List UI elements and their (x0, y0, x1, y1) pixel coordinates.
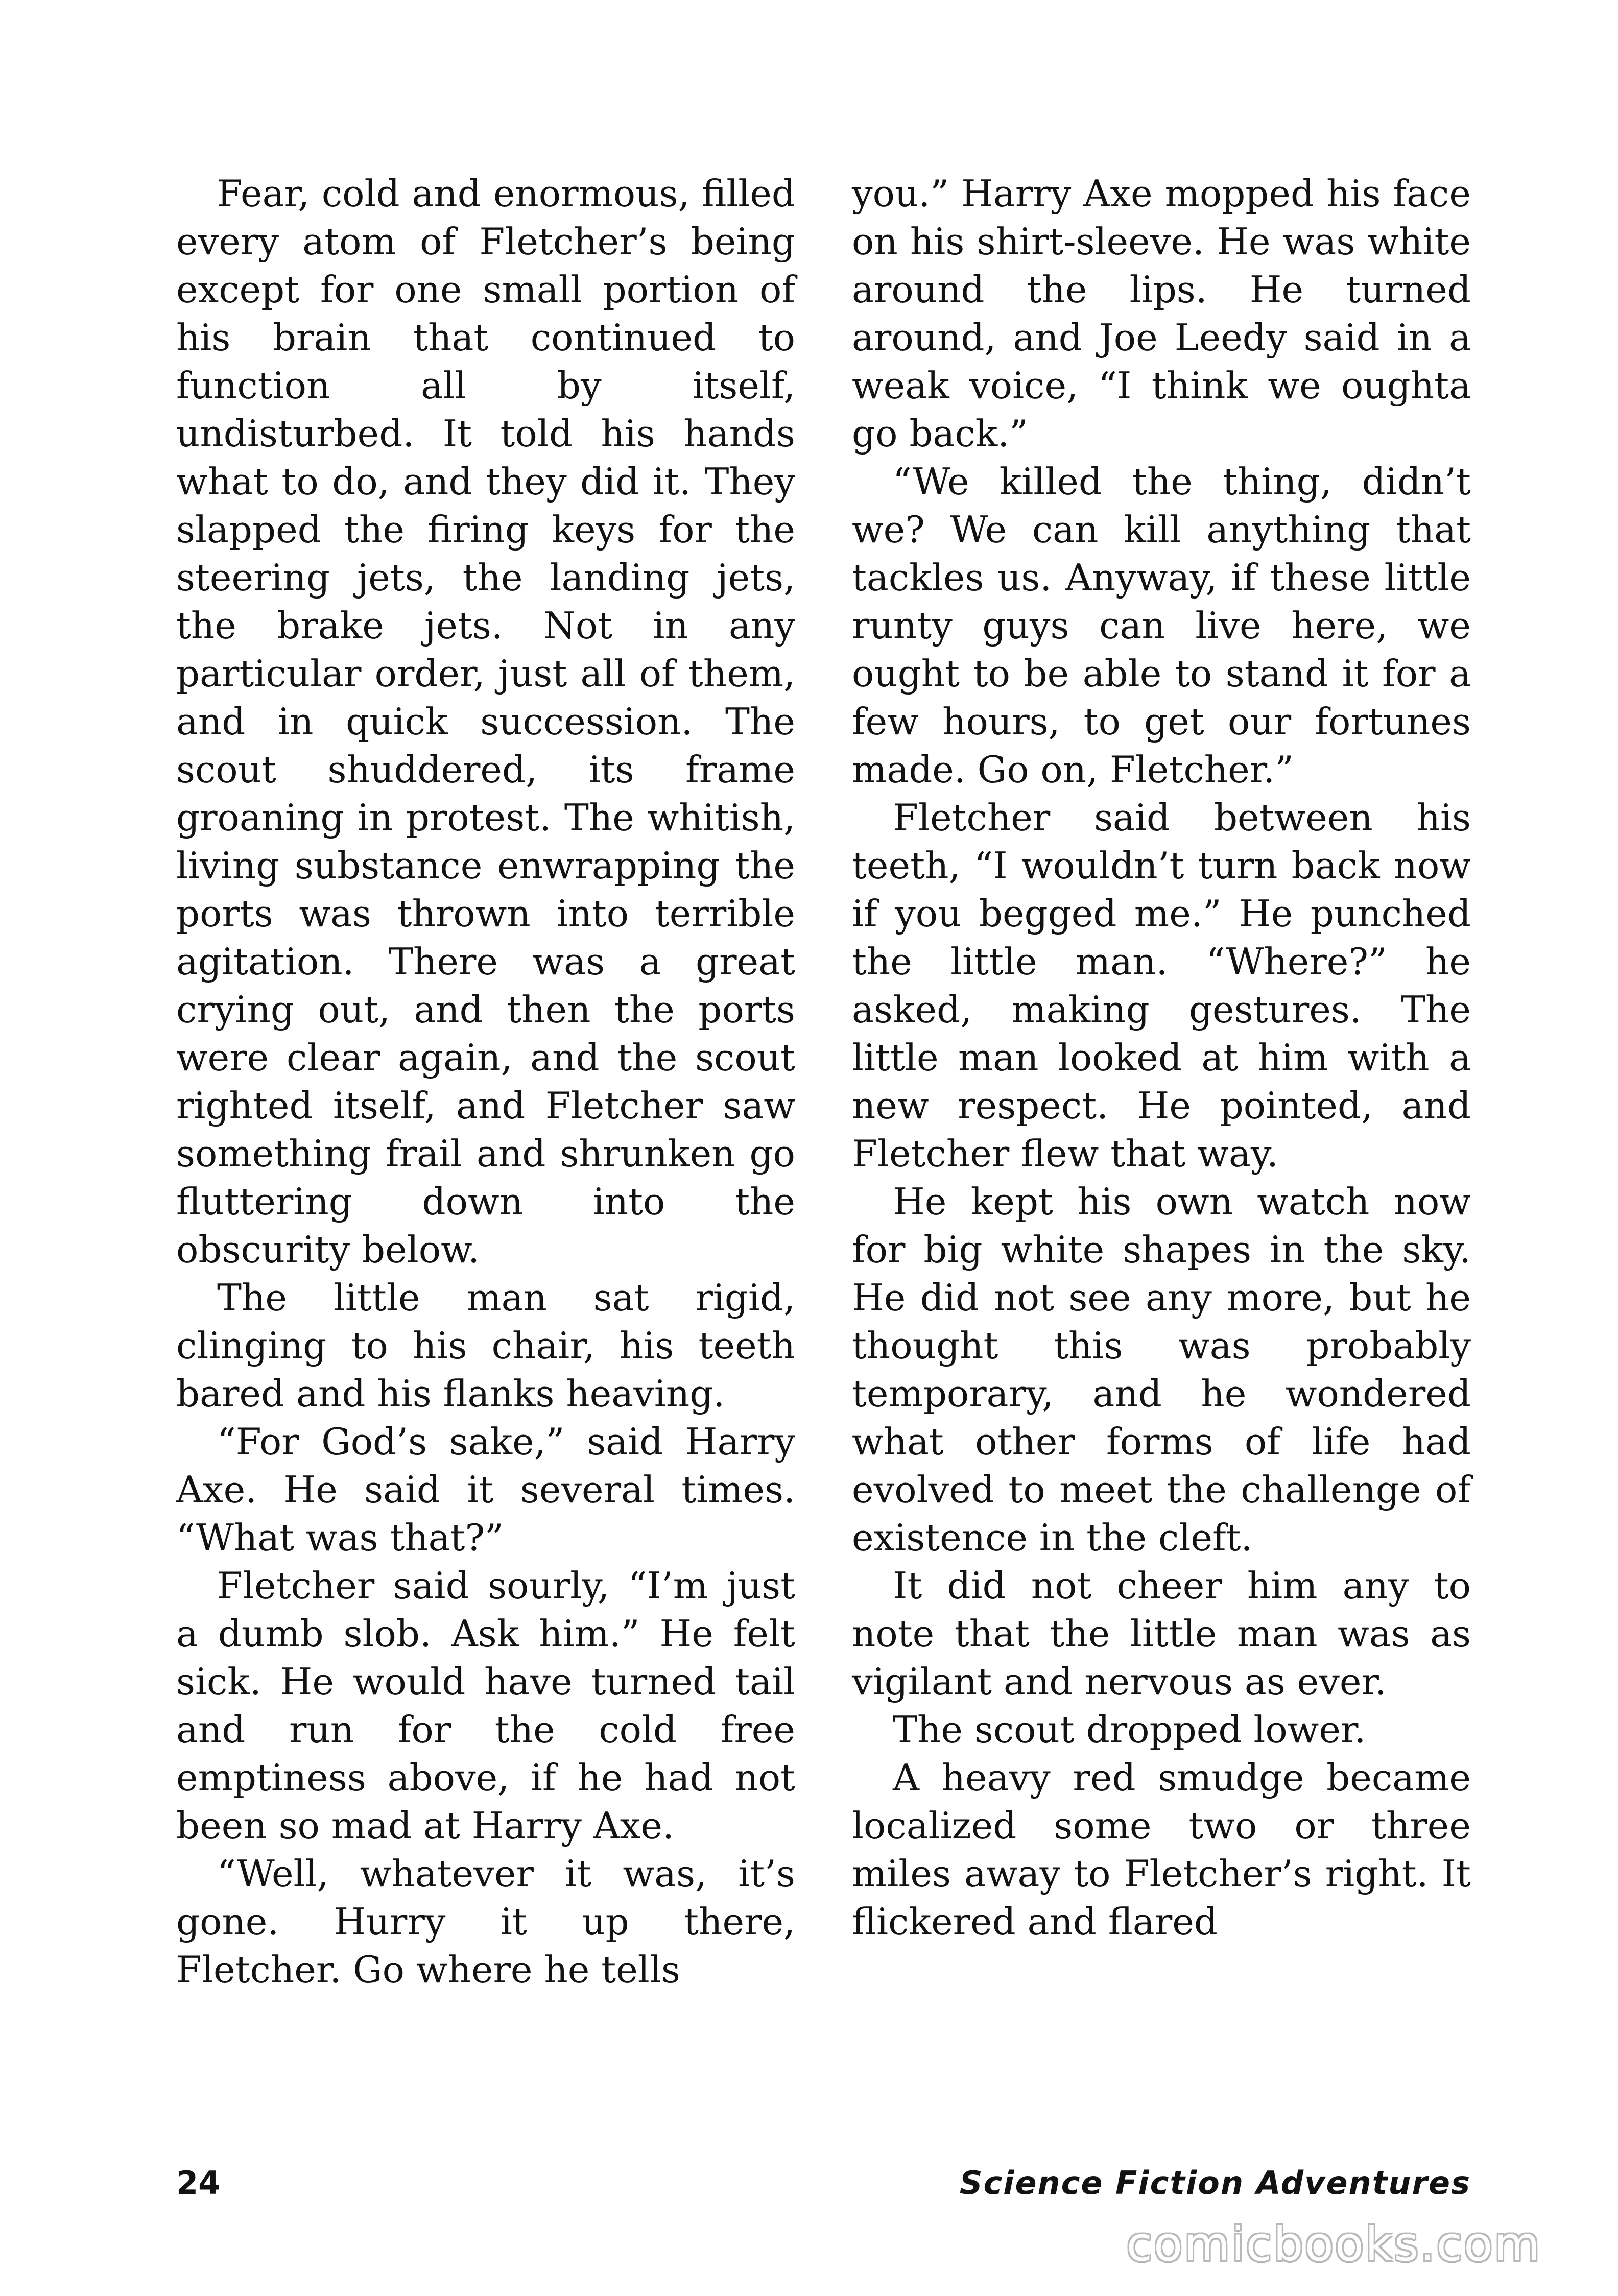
paragraph: you.” Harry Axe mopped his face on his shirt-sleeve. He was white around the lips. He turned around, and Joe Leedy said in a weak voice, “I think we oughta go back.” (852, 172, 1471, 455)
paragraph: A heavy red smudge became localized some two or three miles away to Fletcher’s right. It flickered and flared (852, 1756, 1471, 1943)
paragraph: He kept his own watch now for big white shapes in the sky. He did not see any more, but he thought this was probably temporary, and he wondered what other forms of life had evolved to meet the challenge of existence in the cleft. (852, 1180, 1471, 1559)
paragraph: “Well, whatever it was, it’s gone. Hurry it up there, Fletcher. Go where he tells (176, 1852, 795, 1991)
paragraph: Fear, cold and enormous, filled every atom of Fletcher’s being except for one small portion of his brain that continued to function all by itself, undisturbed. It told his hands what to do, and they did it. They slapped the firing keys for the steering jets, the landing jets, the brake jets. Not in any particular order, just all of them, and in quick succession. The scout shuddered, its frame groaning in protest. The whitish, living substance enwrapping the ports was thrown into terrible agitation. There was a great crying out, and then the ports were clear again, and the scout righted itself, and Fletcher saw something frail and shrunken go fluttering down into the obscurity below. (176, 172, 795, 1271)
paragraph: Fletcher said between his teeth, “I wouldn’t turn back now if you begged me.” He punched the little man. “Where?” he asked, making gestures. The little man looked at him with a new respect. He pointed, and Fletcher flew that way. (852, 796, 1471, 1175)
paragraph: The scout dropped lower. (893, 1708, 1366, 1751)
paragraph: The little man sat rigid, clinging to his chair, his teeth bared and his flanks heaving. (176, 1276, 795, 1415)
paragraph: It did not cheer him any to note that the little man was as vigilant and nervous as ever. (852, 1564, 1471, 1703)
paragraph: “We killed the thing, didn’t we? We can kill anything that tackles us. Anyway, if these little runty guys can live here, we ought to be able to stand it for a few hours, to get our fortunes made. Go on, Fletcher.” (852, 460, 1471, 791)
page-number: 24 (176, 2164, 221, 2202)
paragraph: Fletcher said sourly, “I’m just a dumb slob. Ask him.” He felt sick. He would have turned tail and run for the cold free emptiness above, if he had not been so mad at Harry Axe. (176, 1564, 795, 1847)
paragraph: “For God’s sake,” said Harry Axe. He said it several times. “What was that?” (176, 1420, 795, 1559)
running-title: Science Fiction Adventures (959, 2164, 1471, 2202)
right-text-column (852, 170, 1471, 1946)
left-text-column (176, 170, 795, 1994)
watermark: comicbooks.com (1126, 2217, 1541, 2271)
